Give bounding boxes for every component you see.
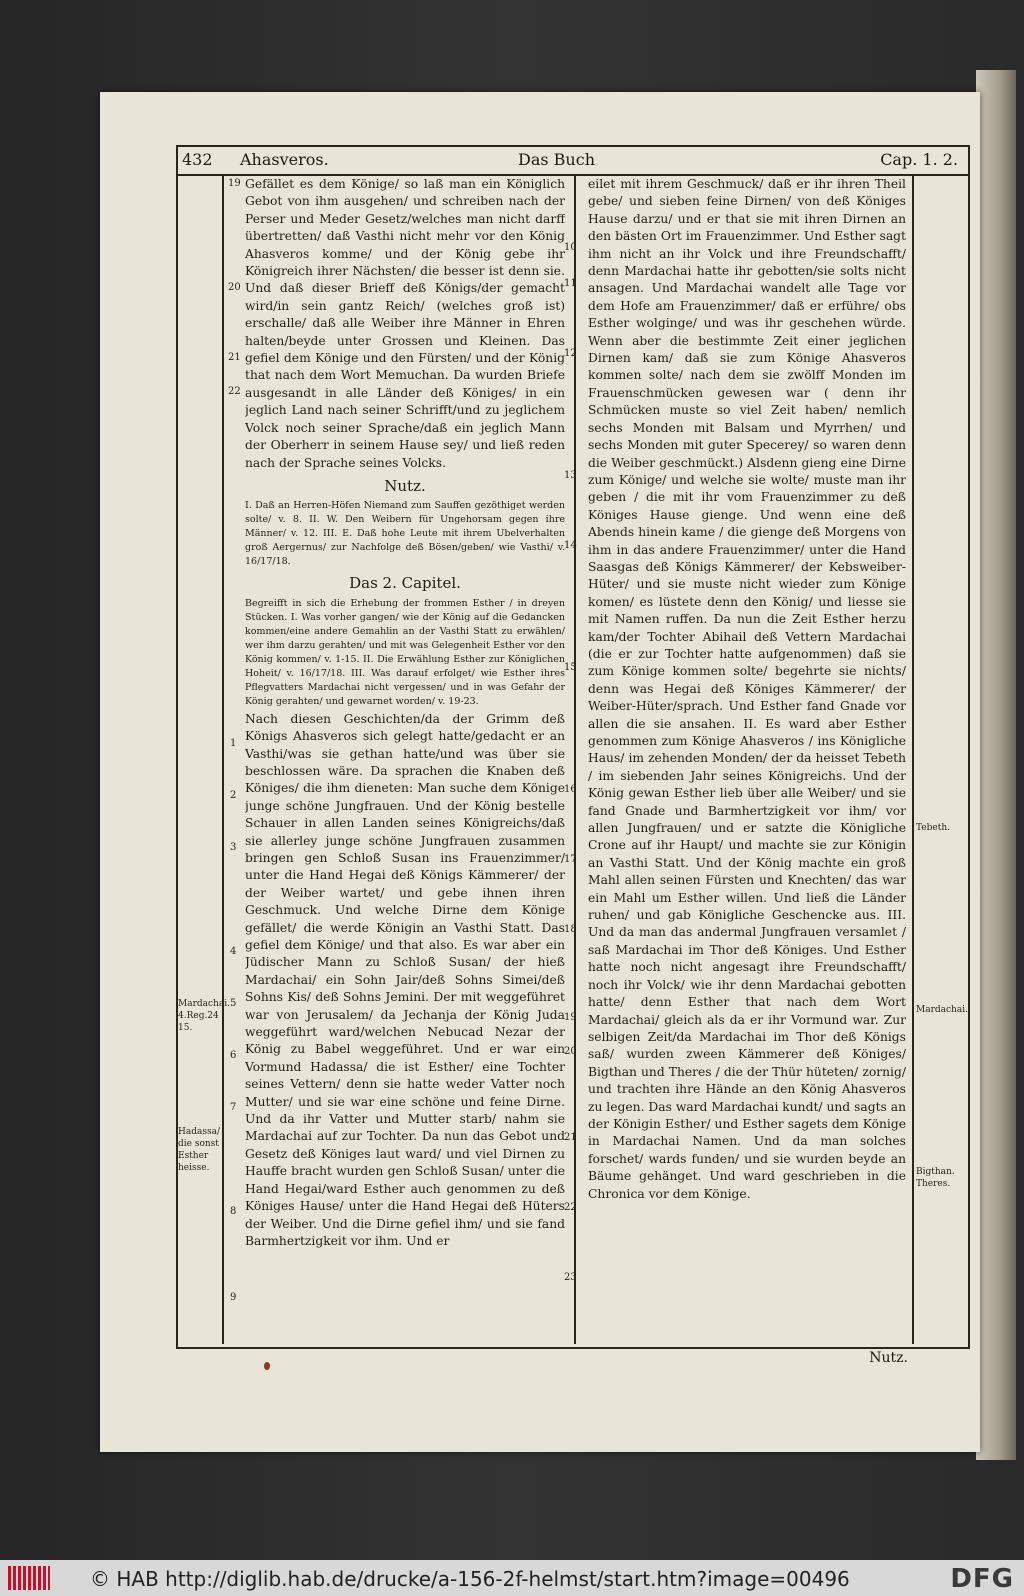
verse-number: 18 <box>564 924 577 935</box>
verse-number: 19 <box>564 1012 577 1023</box>
book-page <box>100 92 980 1452</box>
verse-number: 1 <box>230 738 237 749</box>
verse-number: 16 <box>564 784 577 795</box>
verse-number: 10 <box>564 242 577 253</box>
chapter-label: Cap. 1. 2. <box>880 150 958 169</box>
verse-number: 15 <box>564 662 577 673</box>
verse-number: 13 <box>564 470 577 481</box>
hab-logo-icon <box>8 1566 50 1590</box>
margin-note: Mardachai. 4.Reg.24 15. <box>178 999 230 1033</box>
verse-number: 6 <box>230 1050 237 1061</box>
margin-rule-right <box>912 174 914 1344</box>
ink-spot <box>264 1362 270 1370</box>
dfg-logo: DFG <box>950 1564 1014 1594</box>
verse-number: 20 <box>228 282 241 293</box>
verse-number: 5 <box>230 998 237 1009</box>
verse-number: 8 <box>230 1206 237 1217</box>
chapter-heading: Das 2. Capitel. <box>349 574 461 593</box>
next-page-edge <box>976 70 1016 1460</box>
margin-note: Tebeth. <box>916 823 950 833</box>
chapter-summary: Begreifft in sich die Erhebung der frommen Esther / in dreyen Stücken. I. Was vorher gangen/ wie der König auf die Gedancken kommen/eine andere Gemahlin an der Vasthi Statt zu erwählen/ wer ihm darzu gerahten/ und mit was Gelegenheit Esther vor den König kommen/ v. 1-15. II. Die Erwählung Esther zur Königlichen Hoheit/ v. 16/17/18. III. Was darauf erfolget/ wie Esther ihres Pflegvatters Mardachai nicht vergessen/ und in was Gefahr der König gerahten/ und gewarnet worden/ v. 19-23. <box>245 597 565 707</box>
verse-number: 3 <box>230 842 237 853</box>
verse-number: 12 <box>564 348 577 359</box>
right-column <box>588 176 906 1344</box>
page-number: 432 <box>182 150 213 169</box>
running-title: Ahasveros. <box>240 150 329 169</box>
verse-number: 23 <box>564 1272 577 1283</box>
verse-number: 22 <box>228 386 241 397</box>
margin-note: Mardachai. <box>916 1005 968 1015</box>
catchword: Nutz. <box>869 1350 908 1366</box>
footer-credit: © HAB http://diglib.hab.de/drucke/a-156-2f-helmst/start.htm?image=00496 <box>90 1567 850 1591</box>
nutz-heading: Nutz. <box>384 476 426 495</box>
margin-note: Hadassa/ die sonst Esther heisse. <box>178 1127 220 1173</box>
verse-number: 14 <box>564 540 577 551</box>
verse-number: 19 <box>228 178 241 189</box>
book-title: Das Buch <box>518 150 595 169</box>
verse-number: 17 <box>564 854 577 865</box>
margin-note: Bigthan. Theres. <box>916 1167 955 1189</box>
verse-number: 21 <box>564 1132 577 1143</box>
verse-number: 20 <box>564 1046 577 1057</box>
passage-top: Gefället es dem Könige/ so laß man ein Königlich Gebot von ihm ausgehen/ und schreiben nach der Perser und Meder Gesetz/welches man nicht darff übertretten/ daß Vasthi nicht mehr vor den König Ahasveros komme/ und der König gebe ihr Königreich ihrer Nächsten/ die besser ist denn sie. Und daß dieser Brieff deß Königs/der gemacht wird/in sein gantz Reich/ (welches groß ist) erschalle/ daß alle Weiber ihre Männer in Ehren halten/beyde unter Grossen und Kleinen. Das gefiel dem Könige und den Fürsten/ und der König that nach dem Wort Memuchan. Da wurden Briefe ausgesandt in alle Länder deß Königes/ in ein jeglich Land nach seiner Schrifft/und zu jeglichem Volck noch seiner Sprache/daß ein jeglich Mann der Oberherr in seinem Hause sey/ und ließ reden nach der Sprache seines Volcks. <box>245 177 565 470</box>
verse-number: 11 <box>564 278 577 289</box>
right-passage: eilet mit ihrem Geschmuck/ daß er ihr ihren Theil gebe/ und sieben feine Dirnen/ von deß Königes Hause darzu/ und er that sie mit ihren Dirnen an den bästen Ort im Frauenzimmer. Und Esther sagt ihm nicht an ihr Volck und ihre Freundschafft/ denn Mardachai hatte ihr gebotten/sie solts nicht ansagen. Und Mardachai wandelt alle Tage vor dem Hofe am Frauenzimmer/ daß er erführe/ obs Esther wolginge/ und was ihr geschehen würde. Wenn aber die bestimmte Zeit einer jeglichen Dirnen kam/ daß sie zum Könige Ahasveros kommen solte/ nach dem sie zwölff Monden im Frauenschmücken gewesen war ( denn ihr Schmücken muste so viel Zeit haben/ nemlich sechs Monden mit Balsam und Myrrhen/ und sechs Monden mit guter Specerey/ so waren denn die Weiber geschmückt.) Alsdenn gieng eine Dirne zum Könige/ und welche sie wolte/ muste man ihr geben / die mit ihr vom Frauenzimmer zu deß Königes Hause gienge. Und wenn eine deß Abends hinein kame / die gienge deß Morgens von ihm in das andere Frauenzimmer/ unter die Hand Saasgas deß Königs Kämmerer/ der Kebsweiber-Hüter/ und sie muste nicht wieder zum Könige komen/ es lüstete denn den König/ und liesse sie mit Namen ruffen. Da nun die Zeit Esther herzu kam/der Tochter Abihail deß Vettern Mardachai (die er zur Tochter hatte aufgenommen) daß sie zum Könige kommen solte/ begehrte sie nichts/ denn was Hegai deß Königes Kämmerer/ der Weiber-Hüter/sprach. Und Esther fand Gnade vor allen die sie ansahen. II. Es ward aber Esther genommen zum Könige Ahasveros / ins Königliche Haus/ im zehenden Monden/ der da heisset Tebeth / im siebenden Jahr seines Königreichs. Und der König gewan Esther lieb über alle Weiber/ und sie fand Gnade und Barmhertzigkeit vor ihm/ vor allen Jungfrauen/ und er satzte die Königliche Crone auf ihr Haupt/ und machte sie zur Königin an Vasthi Statt. Und der König machte ein groß Mahl allen seinen Fürsten und Knechten/ das war ein Mahl um Esther willen. Und ließ die Länder ruhen/ und gab Königliche Geschencke aus. III. Und da man das andermal Jungfrauen versamlet / saß Mardachai im Thor deß Königes. Und Esther hatte noch nicht angesagt ihre Freundschafft/ noch ihr Volck/ wie ihr denn Mardachai gebotten hatte/ denn Esther that nach dem Wort Mardachai/ gleich als da er ihr Vormund war. Zur selbigen Zeit/da Mardachai im Thor deß Königs saß/ wurden zween Kämmerer deß Königes/ Bigthan und Theres / die der Thür hüteten/ zornig/ und trachten ihre Hände an den König Ahasveros zu legen. Das ward Mardachai kundt/ und sagts an der Königin Esther/ und Esther sagets dem Könige in Mardachai Namen. Und da man solches forschet/ wards funden/ und sie wurden beyde an Bäume gehänget. Und ward geschrieben in die Chronica vor dem Könige. <box>588 177 906 1201</box>
verse-number: 21 <box>228 352 241 363</box>
verse-number: 4 <box>230 946 237 957</box>
verse-number: 2 <box>230 790 237 801</box>
footer-bar <box>0 1560 1024 1596</box>
verse-number: 7 <box>230 1102 237 1113</box>
passage-main: Nach diesen Geschichten/da der Grimm deß Königs Ahasveros sich gelegt hatte/gedacht er an Vasthi/was sie gethan hatte/und was über sie beschlossen wäre. Da sprachen die Knaben deß Königes/ die ihm dieneten: Man suche dem Könige junge schöne Jungfrauen. Und der König bestelle Schauer in allen Landen seines Königreichs/daß sie allerley junge schöne Jungfrauen zusammen bringen gen Schloß Susan ins Frauenzimmer/ unter die Hand Hegai deß Königs Kämmerer/ der der Weiber wartet/ und gebe ihnen ihren Geschmuck. Und welche Dirne dem Könige gefället/ die werde Königin an Vasthi Statt. Das gefiel dem Könige/ und that also. Es war aber ein Jüdischer Mann zu Schloß Susan/ der hieß Mardachai/ ein Sohn Jair/deß Sohns Simei/deß Sohns Kis/ deß Sohns Jemini. Der mit weggeführet war von Jerusalem/ da Jechanja der König Juda weggeführt ward/welchen Nebucad Nezar der König zu Babel weggeführet. Und er war ein Vormund Hadassa/ die ist Esther/ eine Tochter seines Vettern/ denn sie hatte weder Vatter noch Mutter/ und sie war eine schöne und feine Dirne. Und da ihr Vatter und Mutter starb/ nahm sie Mardachai auf zur Tochter. Da nun das Gebot und Gesetz deß Königes laut ward/ und viel Dirnen zu Hauffe bracht wurden gen Schloß Susan/ unter die Hand Hegai/ward Esther auch genommen zu deß Königes Hause/ unter die Hand Hegai deß Hüters der Weiber. Und die Dirne gefiel ihm/ und sie fand Barmhertzigkeit vor ihm. Und er <box>245 711 565 1248</box>
left-column <box>245 176 565 1344</box>
verse-number: 22 <box>564 1202 577 1213</box>
nutz-text: I. Daß an Herren-Höfen Niemand zum Sauffen gezöthiget werden solte/ v. 8. II. W. Den Weibern für Ungehorsam gegen ihre Männer/ v. 12. III. E. Daß hohe Leute mit ihrem Ubelverhalten groß Aergernus/ zur Nachfolge deß Bösen/geben/ wie Vasthi/ v. 16/17/18. <box>245 500 565 568</box>
verse-number: 9 <box>230 1292 237 1303</box>
